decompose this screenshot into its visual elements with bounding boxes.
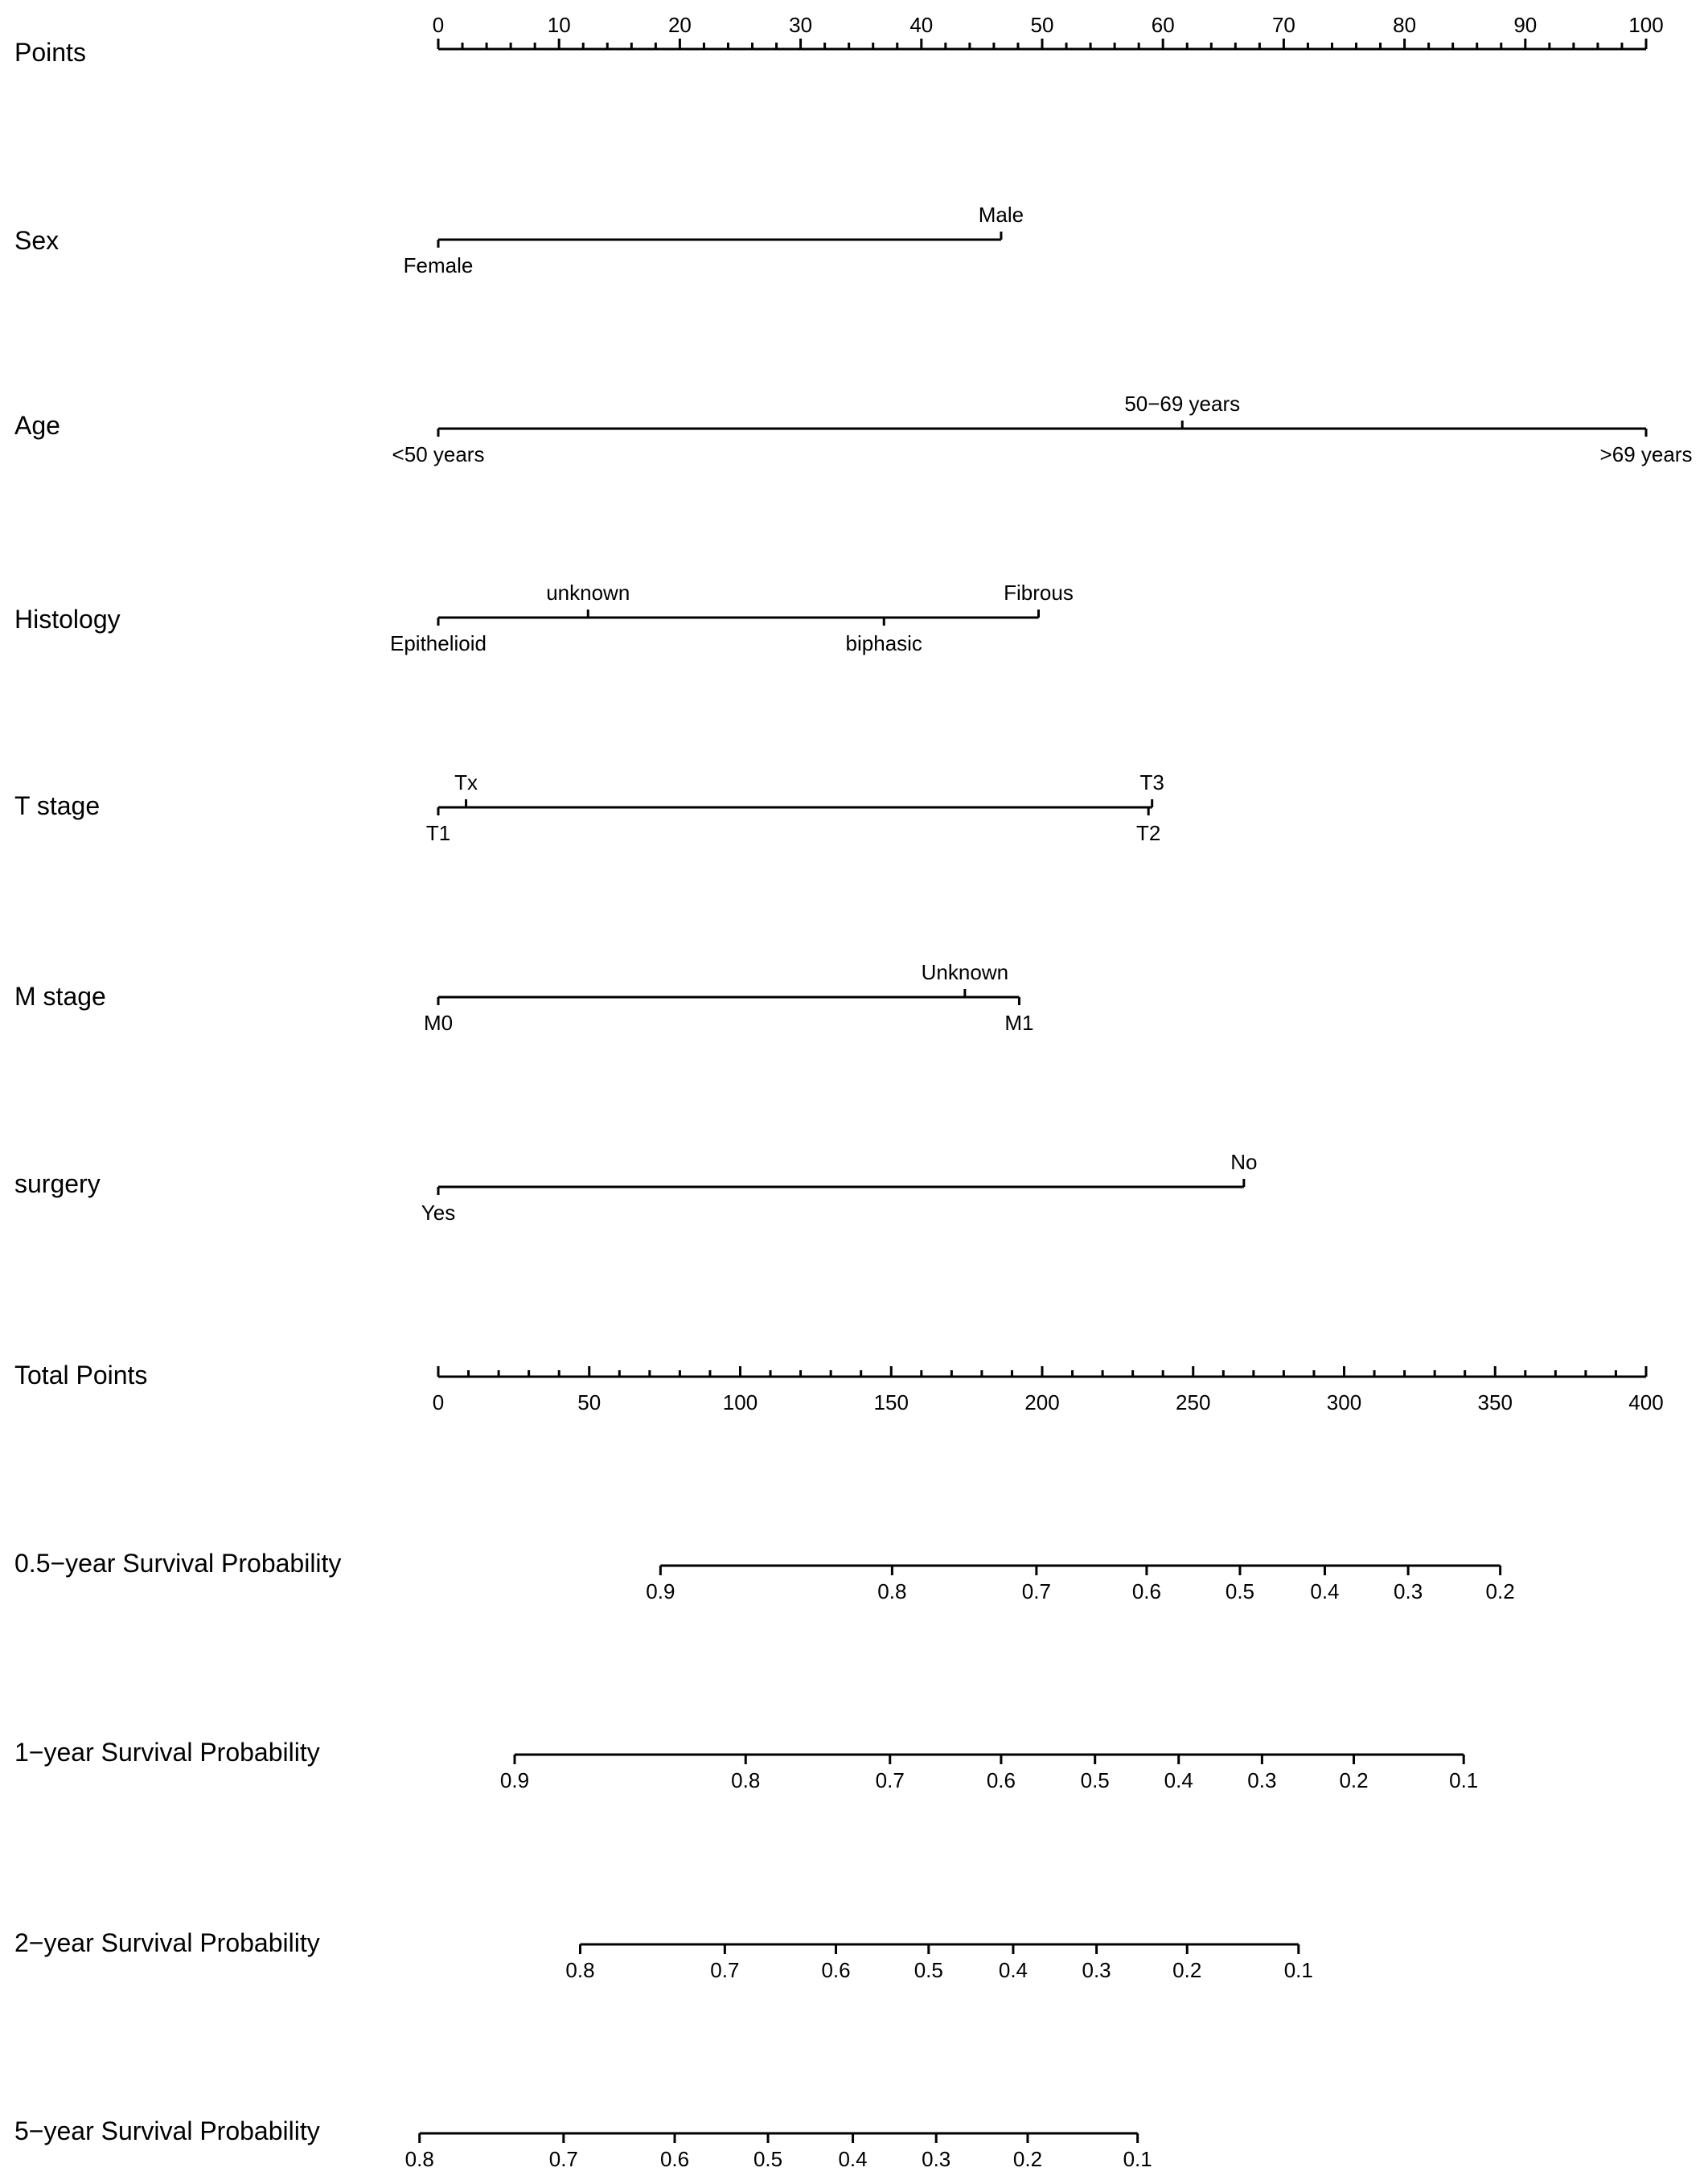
tick-label: 40	[909, 13, 934, 37]
row-points	[14, 13, 1664, 67]
level-label: Tx	[454, 770, 478, 794]
row-m-stage	[14, 960, 1034, 1035]
row-age	[14, 392, 1692, 466]
probability-tick-label: 0.1	[1449, 1768, 1479, 1792]
level-label: T3	[1139, 770, 1164, 794]
tick-label: 350	[1477, 1390, 1513, 1414]
tick-label: 10	[547, 13, 571, 37]
probability-tick-label: 0.2	[1172, 1958, 1202, 1982]
probability-tick-label: 0.4	[1164, 1768, 1193, 1792]
row-label: Age	[14, 411, 60, 440]
probability-tick-label: 0.1	[1123, 2147, 1152, 2171]
row-histology	[14, 581, 1074, 655]
tick-label: 400	[1628, 1390, 1664, 1414]
row-surv-05y	[14, 1549, 1515, 1603]
row-surv-5y	[14, 2116, 1152, 2171]
probability-tick-label: 0.7	[710, 1958, 740, 1982]
row-label: Sex	[14, 226, 60, 255]
row-surgery	[14, 1150, 1257, 1225]
level-label: >69 years	[1599, 442, 1693, 466]
row-label: 0.5−year Survival Probability	[14, 1549, 342, 1578]
row-label: Histology	[14, 605, 121, 634]
row-surv-2y	[14, 1928, 1313, 1982]
probability-tick-label: 0.4	[838, 2147, 868, 2171]
level-label: M0	[423, 1011, 454, 1035]
probability-tick-label: 0.9	[646, 1579, 675, 1603]
tick-label: 200	[1024, 1390, 1060, 1414]
probability-tick-label: 0.7	[875, 1768, 905, 1792]
probability-tick-label: 0.7	[548, 2147, 578, 2171]
row-label: T stage	[14, 791, 101, 820]
probability-tick-label: 0.4	[1310, 1579, 1340, 1603]
tick-label: 50	[577, 1390, 601, 1414]
probability-tick-label: 0.8	[877, 1579, 907, 1603]
probability-tick-label: 0.3	[1082, 1958, 1111, 1982]
tick-label: 300	[1326, 1390, 1362, 1414]
probability-tick-label: 0.3	[1247, 1768, 1277, 1792]
row-label: M stage	[14, 982, 106, 1011]
tick-label: 250	[1176, 1390, 1211, 1414]
level-label: 50−69 years	[1124, 392, 1241, 416]
tick-label: 0	[432, 1390, 445, 1414]
row-total-points	[14, 1361, 1664, 1414]
probability-tick-label: 0.3	[922, 2147, 951, 2171]
probability-tick-label: 0.6	[986, 1768, 1016, 1792]
level-label: T1	[425, 821, 451, 845]
tick-label: 30	[789, 13, 813, 37]
level-label: Fibrous	[1004, 581, 1074, 605]
tick-label: 0	[432, 13, 445, 37]
row-label: surgery	[14, 1169, 101, 1198]
probability-tick-label: 0.7	[1021, 1579, 1051, 1603]
tick-label: 60	[1151, 13, 1175, 37]
row-label: 1−year Survival Probability	[14, 1738, 320, 1767]
row-surv-1y	[14, 1738, 1478, 1792]
level-label: <50 years	[392, 442, 485, 466]
tick-label: 100	[722, 1390, 758, 1414]
probability-tick-label: 0.8	[404, 2147, 434, 2171]
level-label: biphasic	[845, 631, 922, 655]
probability-tick-label: 0.8	[565, 1958, 595, 1982]
probability-tick-label: 0.6	[1131, 1579, 1162, 1603]
level-label: Unknown	[921, 960, 1009, 984]
probability-tick-label: 0.6	[821, 1958, 851, 1982]
probability-tick-label: 0.3	[1394, 1579, 1423, 1603]
level-label: T2	[1136, 821, 1161, 845]
probability-tick-label: 0.5	[1225, 1579, 1255, 1603]
probability-tick-label: 0.5	[914, 1958, 943, 1982]
probability-tick-label: 0.6	[659, 2147, 690, 2171]
level-label: unknown	[546, 581, 630, 605]
level-label: M1	[1004, 1011, 1034, 1035]
row-label: Total Points	[14, 1361, 148, 1390]
row-label: 5−year Survival Probability	[14, 2116, 320, 2145]
probability-tick-label: 0.4	[998, 1958, 1028, 1982]
probability-tick-label: 0.2	[1339, 1768, 1369, 1792]
tick-label: 90	[1513, 13, 1538, 37]
probability-tick-label: 0.2	[1485, 1579, 1515, 1603]
tick-label: 150	[873, 1390, 909, 1414]
tick-label: 80	[1393, 13, 1417, 37]
level-label: Epithelioid	[390, 631, 487, 655]
tick-label: 70	[1271, 13, 1295, 37]
probability-tick-label: 0.9	[499, 1768, 530, 1792]
row-t-stage	[14, 770, 1164, 845]
level-label: Yes	[421, 1201, 456, 1225]
row-sex	[14, 203, 1024, 277]
level-label: Female	[403, 253, 474, 277]
tick-label: 50	[1030, 13, 1054, 37]
probability-tick-label: 0.8	[731, 1768, 761, 1792]
level-label: No	[1230, 1150, 1258, 1174]
probability-tick-label: 0.2	[1012, 2147, 1043, 2171]
probability-tick-label: 0.5	[1080, 1768, 1110, 1792]
tick-label: 20	[667, 13, 692, 37]
row-label: Points	[14, 38, 86, 67]
probability-tick-label: 0.1	[1283, 1958, 1313, 1982]
probability-tick-label: 0.5	[753, 2147, 783, 2171]
level-label: Male	[978, 203, 1024, 227]
tick-label: 100	[1628, 13, 1664, 37]
row-label: 2−year Survival Probability	[14, 1928, 320, 1957]
